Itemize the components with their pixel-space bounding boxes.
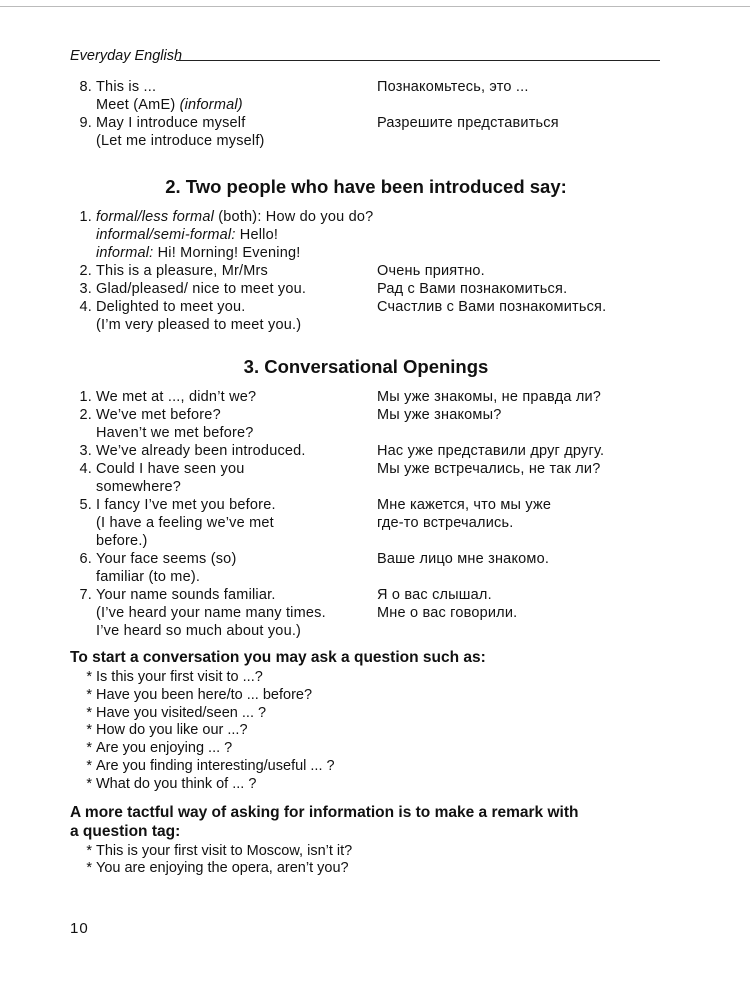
phrase-row [70,316,670,334]
item-number: 3. [79,281,92,297]
bullet-icon: * [86,740,92,757]
english-phrase: This is ... [96,79,157,95]
section3-list [70,388,670,640]
english-phrase: somewhere? [96,479,182,495]
phrase-row [70,568,670,586]
russian-translation: Мы уже знакомы, не правда ли? [377,389,602,405]
russian-translation [377,132,670,150]
phrase-row [70,132,670,150]
phrase-row [70,388,670,406]
english-phrase: Could I have seen you [96,461,245,477]
phrase-row [70,460,670,478]
russian-translation [377,316,670,334]
english-phrase: Haven’t we met before? [96,425,254,441]
russian-translation [377,532,670,550]
item-number: 4. [79,299,92,315]
english-phrase: formal/less formal (both): How do you do? [96,209,374,225]
list-item: * Have you been here/to ... before? [70,687,670,705]
russian-translation [377,568,670,586]
phrase-row [70,280,670,298]
section1-continuation [70,78,670,150]
item-number [70,622,96,640]
item-number [70,316,96,334]
phrase-row [70,478,670,496]
english-phrase: We met at ..., didn’t we? [96,389,257,405]
list-item: * You are enjoying the opera, aren’t you? [70,860,670,878]
phrase-row [70,532,670,550]
russian-translation: Мне кажется, что мы уже [377,497,552,513]
item-number [70,96,96,114]
item-number: 7. [79,587,92,603]
item-number [70,532,96,550]
phrase-row [70,244,670,262]
bullet-icon: * [86,704,92,721]
phrase-row [70,226,670,244]
english-phrase: I fancy I’ve met you before. [96,497,276,513]
page-content [70,78,670,878]
item-number: 3. [79,443,92,459]
english-phrase: Delighted to meet you. [96,299,246,315]
phrase-row [70,114,670,132]
section2-list [70,208,670,334]
phrase-row [70,96,670,114]
english-phrase: informal: Hi! Morning! Evening! [96,245,301,261]
bullet-icon: * [86,757,92,774]
item-number [70,568,96,586]
bullet-icon: * [86,860,92,877]
english-phrase: Meet (AmE) (informal) [96,97,243,113]
phrase-row [70,208,670,226]
russian-translation: Нас уже представили друг другу. [377,443,605,459]
english-phrase: May I introduce myself [96,115,246,131]
english-phrase: Glad/pleased/ nice to meet you. [96,281,307,297]
tactful-heading: A more tactful way of asking for information is to make a remark with a question tag: [70,803,579,840]
item-number [70,132,96,150]
phrase-row [70,514,670,532]
russian-translation: Рад с Вами познакомиться. [377,281,568,297]
bullet-icon: * [86,775,92,792]
english-phrase: familiar (to me). [96,569,201,585]
english-phrase: We’ve already been introduced. [96,443,306,459]
phrase-row [70,78,670,96]
item-number: 4. [79,461,92,477]
question-list [70,669,670,794]
bullet-icon: * [86,722,92,739]
english-phrase: Your face seems (so) [96,551,237,567]
scan-border [0,6,750,7]
list-item: * How do you like our ...? [70,722,670,740]
russian-translation: Очень приятно. [377,263,485,279]
phrase-row [70,622,670,640]
list-item: * Are you enjoying ... ? [70,740,670,758]
phrase-row [70,298,670,316]
item-number: 5. [79,497,92,513]
bullet-icon: * [86,842,92,859]
phrase-row [70,406,670,424]
english-phrase: before.) [96,533,148,549]
running-head: Everyday English [70,48,183,64]
english-phrase: (I’m very pleased to meet you.) [96,317,302,333]
russian-translation: Мы уже встречались, не так ли? [377,461,601,477]
russian-translation [377,622,670,640]
russian-translation [377,424,670,442]
phrase-row [70,424,670,442]
russian-translation [377,96,670,114]
english-phrase: We’ve met before? [96,407,221,423]
english-phrase: I’ve heard so much about you.) [96,623,302,639]
item-number [70,514,96,532]
section2-title: 2. Two people who have been introduced say: [165,176,567,197]
phrase-row [70,604,670,622]
item-number [70,478,96,496]
english-phrase: (I have a feeling we’ve met [96,515,274,531]
item-number: 2. [79,407,92,423]
list-item: * Are you finding interesting/useful ... ? [70,758,670,776]
item-number [70,604,96,622]
phrase-row [70,586,670,604]
bullet-icon: * [86,669,92,685]
russian-translation: Познакомьтесь, это ... [377,79,529,95]
list-item: * This is your first visit to Moscow, isn’t it? [70,843,670,861]
item-number: 1. [79,389,92,405]
item-number: 6. [79,551,92,567]
item-number: 1. [79,209,92,225]
english-phrase: informal/semi-formal: Hello! [96,227,279,243]
russian-translation: Мне о вас говорили. [377,605,518,621]
phrase-row [70,550,670,568]
question-tag-list [70,843,670,879]
bullet-icon: * [86,686,92,703]
english-phrase: This is a pleasure, Mr/Mrs [96,263,268,279]
russian-translation [377,478,670,496]
item-number: 9. [79,115,92,131]
russian-translation: Ваше лицо мне знакомо. [377,551,550,567]
item-number: 2. [79,263,92,279]
item-number: 8. [79,79,92,95]
section3-title: 3. Conversational Openings [243,356,489,377]
english-phrase: Your name sounds familiar. [96,587,276,603]
list-item: * Have you visited/seen ... ? [70,705,670,723]
russian-translation: Счастлив с Вами познакомиться. [377,299,607,315]
russian-translation: Разрешите представиться [377,115,559,131]
header-rule [176,60,660,61]
english-phrase: (Let me introduce myself) [96,133,265,149]
item-number [70,424,96,442]
phrase-row [70,442,670,460]
phrase-row [70,262,670,280]
russian-translation: где-то встречались. [377,515,514,531]
english-phrase: (I’ve heard your name many times. [96,605,326,621]
list-item: * What do you think of ... ? [70,776,670,794]
start-conversation-heading: To start a conversation you may ask a question such as: [70,649,486,666]
list-item: * Is this your first visit to ...? [70,669,670,687]
page-number: 10 [70,920,89,937]
phrase-row [70,496,670,514]
russian-translation: Мы уже знакомы? [377,407,502,423]
russian-translation: Я о вас слышал. [377,587,492,603]
register-note: (informal) [179,97,243,113]
